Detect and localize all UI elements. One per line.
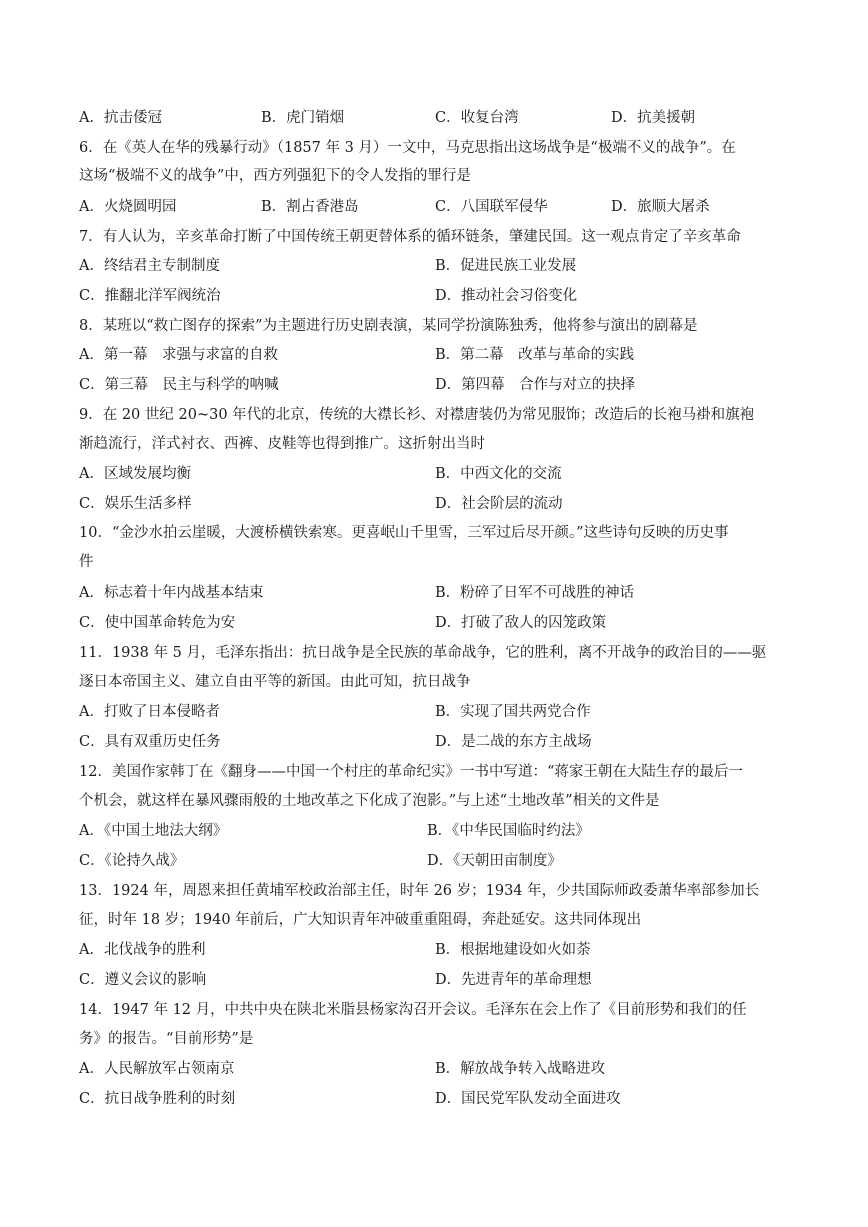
q8-option-a: A．第一幕 求强与求富的自救: [79, 347, 278, 363]
q12-option-c: C．《论持久战》: [79, 853, 185, 869]
q7-option-d: D．推动社会习俗变化: [435, 288, 578, 304]
q13-option-b: B．根据地建设如火如荼: [435, 942, 591, 958]
q13-option-d: D．先进青年的革命理想: [435, 972, 592, 988]
q10-option-d: D．打破了敌人的囚笼政策: [435, 615, 607, 631]
q5-option-b: B．虎门销烟: [261, 110, 345, 126]
q12-option-d: D．《天朝田亩制度》: [427, 853, 562, 869]
q14-option-d: D．国民党军队发动全面进攻: [435, 1091, 621, 1107]
q13-stem-line-2: 征，时年 18 岁；1940 年前后，广大知识青年冲破重重阻碍，奔赴延安。这共同体现出: [79, 912, 642, 928]
q9-option-a: A．区域发展均衡: [79, 466, 191, 482]
q10-stem-line-2: 件: [79, 554, 94, 570]
q6-stem-line-2: 这场“极端不义的战争”中，西方列强犯下的令人发指的罪行是: [79, 168, 471, 184]
q14-option-b: B．解放战争转入战略进攻: [435, 1061, 606, 1077]
q13-option-a: A．北伐战争的胜利: [79, 942, 206, 958]
q14-option-c: C．抗日战争胜利的时刻: [79, 1091, 236, 1107]
q13-stem-line-1: 13．1924 年，周恩来担任黄埔军校政治部主任，时年 26 岁；1934 年，少共国际师政委萧华率部参加长: [79, 883, 760, 899]
q10-option-b: B．粉碎了日军不可战胜的神话: [435, 585, 635, 601]
q7-option-c: C．推翻北洋军阀统治: [79, 288, 221, 304]
q9-stem-line-2: 渐趋流行，洋式衬衣、西裤、皮鞋等也得到推广。这折射出当时: [79, 436, 485, 452]
q5-option-c: C．收复台湾: [435, 110, 519, 126]
q11-stem-line-2: 逐日本帝国主义、建立自由平等的新国。由此可知，抗日战争: [79, 674, 471, 690]
q6-option-a: A．火烧圆明园: [79, 199, 177, 215]
q11-stem-line-1: 11．1938 年 5 月，毛泽东指出：抗日战争是全民族的革命战争，它的胜利，离不开战争的政治目的——驱: [79, 645, 767, 661]
q8-option-c: C．第三幕 民主与科学的呐喊: [79, 377, 279, 393]
q12-stem-line-2: 个机会，就这样在暴风骤雨般的土地改革之下化成了泡影。”与上述“土地改革”相关的文件是: [79, 793, 660, 809]
q8-option-d: D．第四幕 合作与对立的抉择: [435, 377, 636, 393]
q7-option-a: A．终结君主专制制度: [79, 258, 220, 274]
q7-stem-line-1: 7．有人认为，辛亥革命打断了中国传统王朝更替体系的循环链条，肇建民国。这一观点肯定了辛亥革命: [79, 229, 741, 245]
q12-stem-line-1: 12．美国作家韩丁在《翻身——中国一个村庄的革命纪实》一书中写道：“蒋家王朝在大陆生存的最后一: [79, 764, 743, 780]
q8-stem-line-1: 8．某班以“救亡图存的探索”为主题进行历史剧表演，某同学扮演陈独秀，他将参与演出的剧幕是: [79, 318, 698, 334]
q11-option-d: D．是二战的东方主战场: [435, 734, 592, 750]
q6-option-d: D．旅顺大屠杀: [611, 199, 710, 215]
q10-stem-line-1: 10．“金沙水拍云崖暖，大渡桥横铁索寒。更喜岷山千里雪，三军过后尽开颜。”这些诗句反映的历史事: [79, 525, 729, 541]
q5-option-a: A．抗击倭冠: [79, 110, 162, 126]
q11-option-c: C．具有双重历史任务: [79, 734, 221, 750]
q5-option-d: D．抗美援朝: [611, 110, 696, 126]
q11-option-b: B．实现了国共两党合作: [435, 704, 591, 720]
q14-stem-line-1: 14．1947 年 12 月，中共中央在陕北米脂县杨家沟召开会议。毛泽东在会上作了《目前形势和我们的任: [79, 1002, 747, 1018]
q9-option-d: D．社会阶层的流动: [435, 496, 563, 512]
q14-stem-line-2: 务》的报告。“目前形势”是: [79, 1031, 254, 1047]
q13-option-c: C．遵义会议的影响: [79, 972, 207, 988]
q14-option-a: A．人民解放军占领南京: [79, 1061, 235, 1077]
q9-option-b: B．中西文化的交流: [435, 466, 562, 482]
q12-option-a: A．《中国土地法大纲》: [79, 823, 228, 839]
q6-option-b: B．割占香港岛: [261, 199, 359, 215]
q8-option-b: B．第二幕 改革与革命的实践: [435, 347, 635, 363]
q11-option-a: A．打败了日本侵略者: [79, 704, 220, 720]
q7-option-b: B．促进民族工业发展: [435, 258, 577, 274]
q12-option-b: B．《中华民国临时约法》: [427, 823, 590, 839]
q10-option-a: A．标志着十年内战基本结束: [79, 585, 264, 601]
q9-option-c: C．娱乐生活多样: [79, 496, 192, 512]
q6-stem-line-1: 6．在《英人在华的残暴行动》（1857 年 3 月）一文中，马克思指出这场战争是“极端不义的战争”。在: [79, 140, 736, 156]
q9-stem-line-1: 9．在 20 世纪 20~30 年代的北京，传统的大襟长衫、对襟唐装仍为常见服饰；改造后的长袍马褂和旗袍: [79, 407, 755, 423]
q10-option-c: C．使中国革命转危为安: [79, 615, 236, 631]
q6-option-c: C．八国联军侵华: [435, 199, 548, 215]
